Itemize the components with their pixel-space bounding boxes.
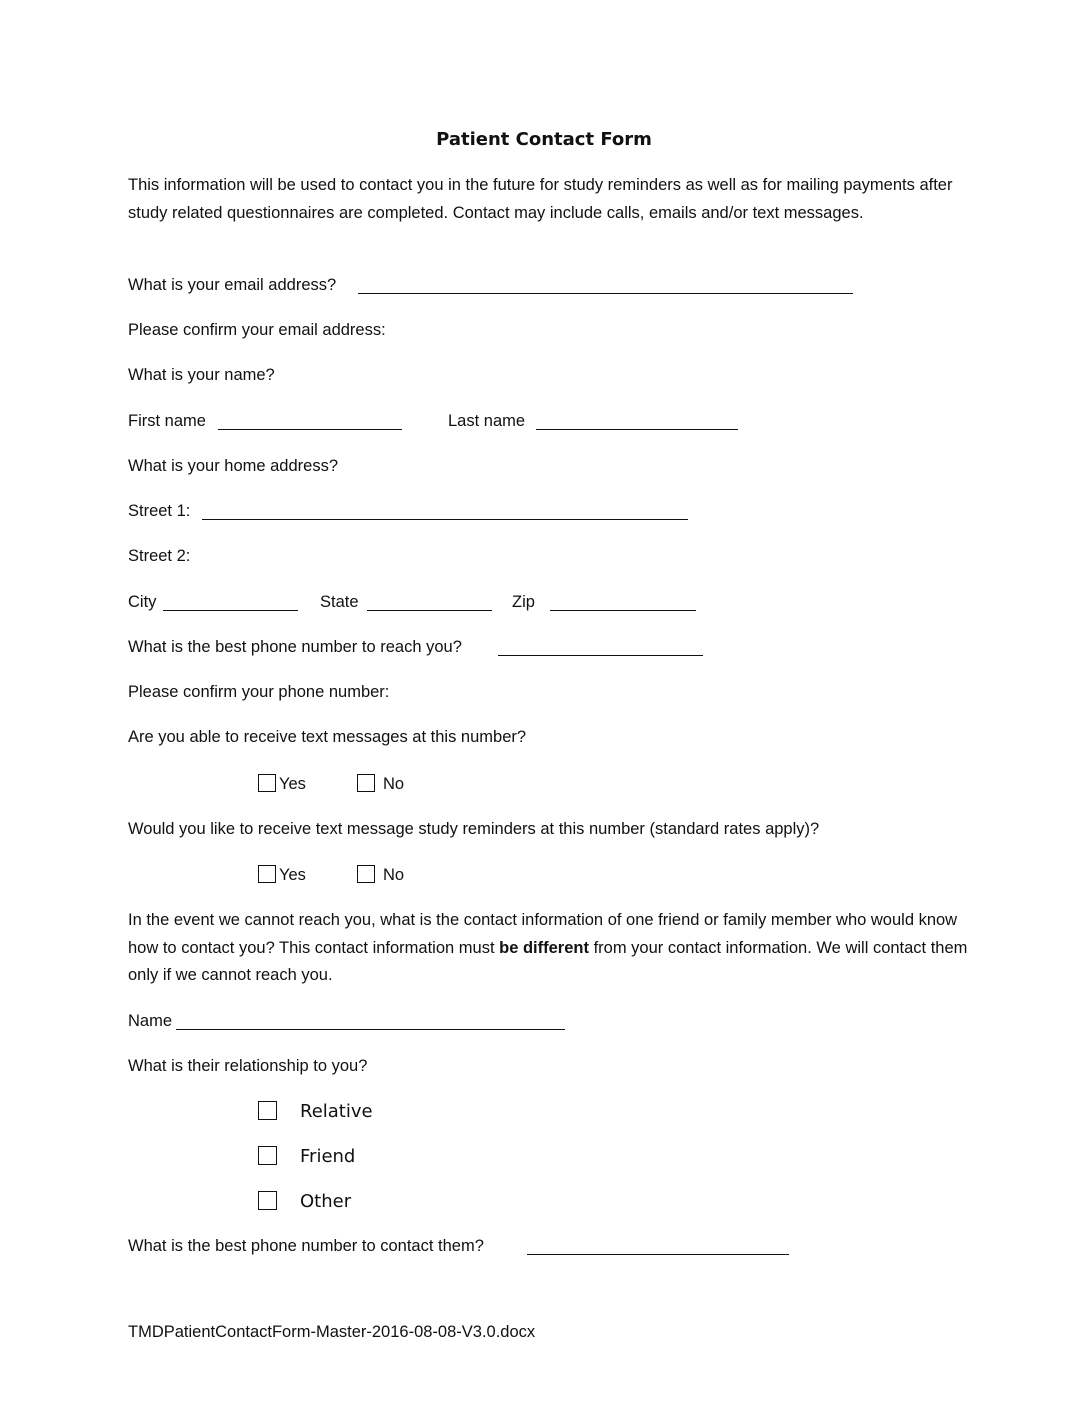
text-able-no-checkbox[interactable]	[357, 774, 375, 792]
last-name-label: Last name	[448, 412, 526, 430]
first-name-label: First name	[128, 412, 206, 430]
text-reminders-yes-label: Yes	[279, 866, 306, 884]
relationship-other-checkbox[interactable]	[258, 1191, 277, 1210]
relationship-other-label: Other	[300, 1191, 352, 1212]
confirm-phone-label: Please confirm your phone number:	[128, 683, 390, 701]
phone-field[interactable]	[498, 655, 703, 656]
relationship-relative-label: Relative	[300, 1101, 373, 1122]
zip-field[interactable]	[550, 610, 696, 611]
relationship-question: What is their relationship to you?	[128, 1057, 368, 1075]
first-name-field[interactable]	[218, 429, 402, 430]
name-question: What is your name?	[128, 366, 275, 384]
state-field[interactable]	[367, 610, 492, 611]
alt-contact-text-pre: In the event we cannot reach you, what is the contact information of one friend or family member who would know how to contact you? This contact information must	[128, 911, 958, 957]
alt-contact-text-bold: be different	[499, 938, 589, 957]
alt-contact-paragraph	[128, 907, 968, 990]
contact-phone-question: What is the best phone number to contact them?	[128, 1237, 484, 1255]
street1-label: Street 1:	[128, 502, 191, 520]
street1-field[interactable]	[202, 519, 688, 520]
text-reminders-yes-checkbox[interactable]	[258, 865, 276, 883]
state-label: State	[320, 593, 359, 611]
city-field[interactable]	[163, 610, 298, 611]
relationship-relative-checkbox[interactable]	[258, 1101, 277, 1120]
text-able-no-label: No	[383, 775, 405, 793]
alt-contact-text-post: from your contact information. We will contact them only if we cannot reach you.	[128, 938, 968, 984]
street2-label: Street 2:	[128, 547, 191, 565]
zip-label: Zip	[512, 593, 535, 611]
contact-phone-field[interactable]	[527, 1254, 789, 1255]
confirm-email-label: Please confirm your email address:	[128, 321, 386, 339]
relationship-friend-checkbox[interactable]	[258, 1146, 277, 1165]
contact-name-field[interactable]	[176, 1029, 565, 1030]
email-label: What is your email address?	[128, 276, 337, 294]
text-able-yes-checkbox[interactable]	[258, 774, 276, 792]
phone-question: What is the best phone number to reach you?	[128, 638, 462, 656]
text-reminders-question: Would you like to receive text message study reminders at this number (standard rates apply)?	[128, 820, 820, 838]
last-name-field[interactable]	[536, 429, 738, 430]
text-reminders-no-checkbox[interactable]	[357, 865, 375, 883]
footer-filename: TMDPatientContactForm-Master-2016-08-08-V3.0.docx	[128, 1323, 536, 1341]
text-able-question: Are you able to receive text messages at this number?	[128, 728, 527, 746]
text-reminders-no-label: No	[383, 866, 405, 884]
form-title: Patient Contact Form	[436, 129, 652, 150]
text-able-yes-label: Yes	[279, 775, 306, 793]
city-label: City	[128, 593, 157, 611]
home-address-question: What is your home address?	[128, 457, 339, 475]
email-field[interactable]	[358, 293, 853, 294]
relationship-friend-label: Friend	[300, 1146, 356, 1167]
intro-paragraph: This information will be used to contact you in the future for study reminders as well as for mailing payments after study related questionnaires are completed. Contact may include calls, emails and/or text messages.	[128, 176, 953, 222]
contact-name-label: Name	[128, 1012, 173, 1030]
